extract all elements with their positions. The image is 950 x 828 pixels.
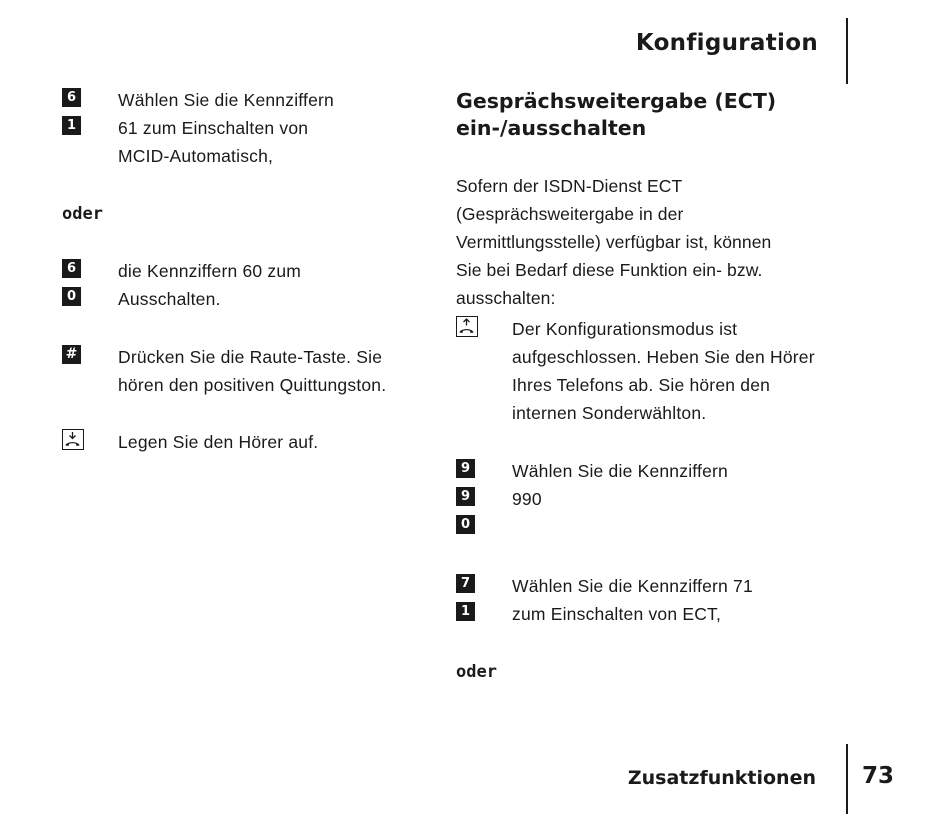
oder-label: oder <box>62 204 103 224</box>
key-7: 7 <box>456 574 475 593</box>
step-text: Wählen Sie die Kennziffern 71 zum Einschalten von ECT, <box>512 576 753 624</box>
step-text: Der Konfigurationsmodus ist aufgeschlossen. Heben Sie den Hörer Ihres Telefons ab. Sie hören den internen Sonderwählton. <box>512 319 815 423</box>
handset-lift-icon <box>456 316 478 337</box>
key-0: 0 <box>456 515 475 534</box>
section-heading <box>456 88 816 142</box>
section-heading-line2: ein-/ausschalten <box>456 116 647 140</box>
header-divider <box>846 18 848 84</box>
key-1: 1 <box>456 602 475 621</box>
step-text: Legen Sie den Hörer auf. <box>118 432 319 452</box>
key-sequence <box>62 257 86 315</box>
key-9: 9 <box>456 487 475 506</box>
step-text: die Kennziffern 60 zum Ausschalten. <box>118 261 302 309</box>
section-heading-line1: Gesprächsweitergabe (ECT) <box>456 89 777 113</box>
oder-label: oder <box>456 662 497 682</box>
key-sequence <box>62 86 86 144</box>
key-0: 0 <box>62 287 81 306</box>
key-6: 6 <box>62 88 81 107</box>
page-header-title: Konfiguration <box>635 30 818 56</box>
hash-key: # <box>62 345 81 364</box>
key-sequence <box>456 572 480 630</box>
step-text: Drücken Sie die Raute-Taste. Sie hören den positiven Quittungston. <box>118 347 387 395</box>
footer-divider <box>846 744 848 814</box>
step-text: Wählen Sie die Kennziffern 61 zum Einschalten von MCID-Automatisch, <box>118 90 334 166</box>
handset-hang-up-icon <box>62 429 84 450</box>
footer-section-title: Zusatzfunktionen <box>627 767 816 789</box>
key-9: 9 <box>456 459 475 478</box>
intro-paragraph: Sofern der ISDN-Dienst ECT (Gesprächsweitergabe in der Vermittlungsstelle) verfügbar ist, können Sie bei Bedarf diese Funktion ein- bzw. ausschalten: <box>456 176 772 308</box>
key-sequence <box>456 457 480 543</box>
step-text: Wählen Sie die Kennziffern 990 <box>512 461 728 509</box>
key-6: 6 <box>62 259 81 278</box>
page-number: 73 <box>862 763 895 789</box>
key-1: 1 <box>62 116 81 135</box>
key-sequence <box>62 343 86 373</box>
